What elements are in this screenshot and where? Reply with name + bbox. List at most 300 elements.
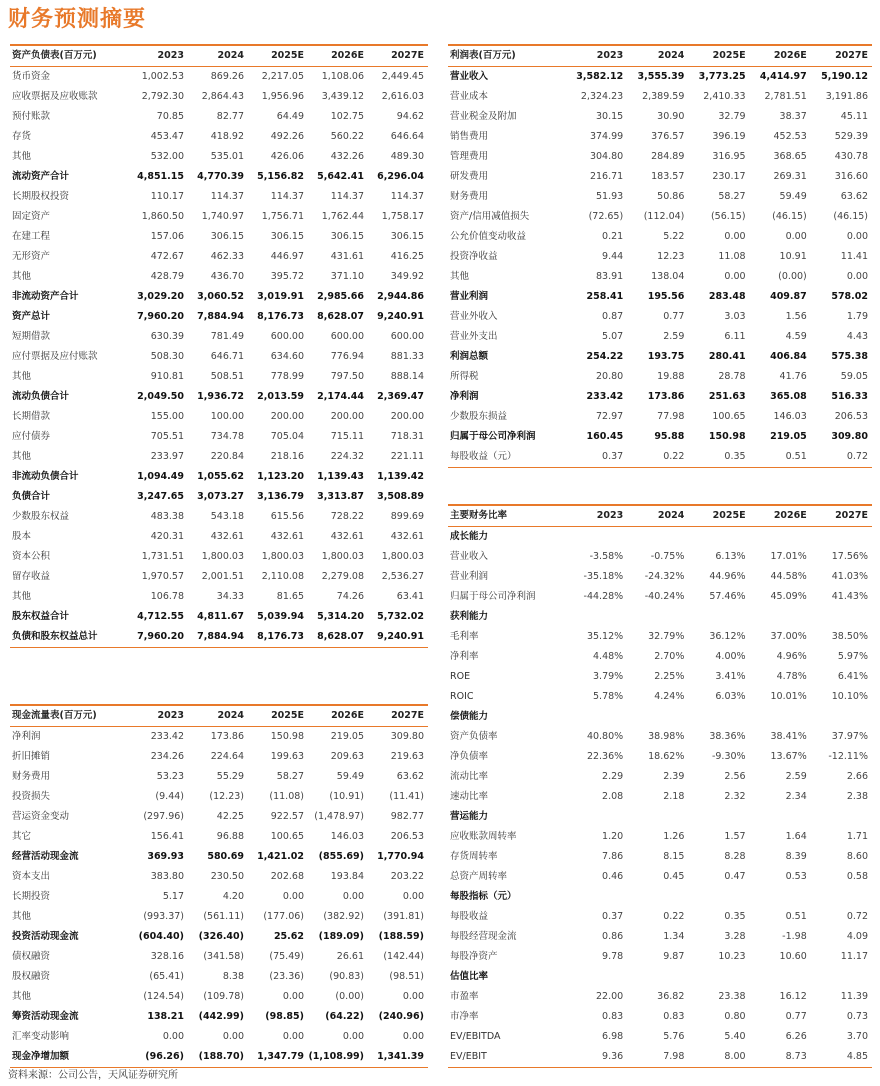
cell-value: 0.37 [602,451,624,462]
row-label: 投资损失 [12,791,51,802]
cell-value: (188.70) [198,1051,244,1062]
table-row [10,947,428,967]
cell-value: 383.80 [150,871,184,882]
cell-value [811,807,872,827]
row-label: 负债合计 [12,491,51,502]
cell-value [688,607,749,627]
cell-value: (189.09) [318,931,364,942]
ratios-panel [448,504,872,1068]
cell-value: 63.62 [396,771,424,782]
row-label: 资本公积 [12,551,51,562]
cell-value: 2,049.50 [137,391,184,402]
cell-value: 0.00 [724,271,746,282]
cell-value: 483.38 [150,511,184,522]
cell-value: (1,478.97) [314,811,364,822]
cell-value: 6.98 [602,1031,624,1042]
table-row [10,507,428,527]
cell-value: 230.17 [712,171,746,182]
row-label: 营业利润 [450,291,489,302]
cell-value: 1,740.97 [201,211,244,222]
cell-value: (188.59) [378,931,424,942]
cell-value: 705.51 [150,431,184,442]
column-header: 2025E [712,50,746,61]
table-row [448,387,872,407]
table-row [448,667,872,687]
cell-value: -1.98 [782,931,807,942]
row-label: 负债和股东权益总计 [12,631,98,642]
cell-value: 173.86 [210,731,244,742]
table-row [10,287,428,307]
cell-value [811,607,872,627]
cell-value: (72.65) [588,211,624,222]
column-header: 2026E [773,50,807,61]
cell-value: 2.32 [724,791,746,802]
table-row [448,227,872,247]
cell-value: 5.78% [593,691,624,702]
cell-value: 224.32 [330,451,364,462]
cell-value: (604.40) [138,931,184,942]
cell-value: 2.66 [846,771,868,782]
column-header: 2027E [835,510,868,521]
income-statement-panel [448,44,872,468]
row-label: 销售费用 [450,131,489,142]
table-row [448,1027,872,1047]
cell-value: 418.92 [210,131,244,142]
row-label: 毛利率 [450,631,479,642]
table-row [10,1047,428,1068]
table-row [448,587,872,607]
cell-value: 1.64 [785,831,807,842]
table-row [10,1027,428,1047]
cell-value: 216.71 [589,171,624,182]
cell-value: 102.75 [330,111,364,122]
cell-value: 3,313.87 [317,491,364,502]
table-row [10,887,428,907]
table-row [10,367,428,387]
cell-value: 74.26 [336,591,364,602]
row-label: 管理费用 [450,151,489,162]
cell-value: 9.36 [602,1051,624,1062]
cell-value: 26.61 [336,951,364,962]
cell-value: 4.85 [846,1051,868,1062]
cell-value [750,967,811,987]
section-row [448,707,872,727]
row-label: 其他 [12,911,32,922]
row-label: 财务费用 [450,191,489,202]
cell-value: 728.22 [330,511,364,522]
table-row [10,167,428,187]
cell-value: 10.91 [779,251,807,262]
row-label: 留存收益 [12,571,51,582]
cell-value: 1,800.03 [201,551,244,562]
row-label: 股本 [12,531,32,542]
cell-value: 221.11 [390,451,424,462]
table-row [10,387,428,407]
cell-value: 9.87 [663,951,685,962]
row-label: 非流动资产合计 [12,291,79,302]
table-row [10,327,428,347]
cell-value: 2,781.51 [764,91,807,102]
cell-value: 157.06 [150,231,184,242]
cell-value: -24.32% [644,571,685,582]
row-label: 其他 [12,151,32,162]
row-label: 净利润 [450,391,479,402]
cell-value: 2,217.05 [261,71,304,82]
table-row [10,187,428,207]
cell-value: 1.71 [846,831,868,842]
cell-value: 1.26 [663,831,685,842]
column-header: 2027E [391,710,424,721]
cell-value: 77.98 [657,411,685,422]
cell-value: 436.70 [210,271,244,282]
row-label: 每股指标（元） [450,891,517,902]
cell-value: 280.41 [708,351,746,362]
cell-value: 30.15 [595,111,624,122]
cell-value: 3,136.79 [257,491,304,502]
cell-value: 0.77 [663,311,685,322]
cell-value: 516.33 [831,391,868,402]
cell-value: 922.57 [270,811,304,822]
cell-value: 63.62 [840,191,868,202]
cell-value: 37.00% [770,631,807,642]
table-row [448,687,872,707]
cell-value: 25.62 [273,931,304,942]
cell-value: 233.97 [150,451,184,462]
cell-value: (90.83) [329,971,364,982]
column-header: 2027E [835,50,868,61]
column-header: 2024 [657,510,685,521]
cell-value [566,967,627,987]
row-label: 长期借款 [12,411,51,422]
section-row [448,967,872,987]
table-row [448,127,872,147]
cell-value: 20.80 [595,371,624,382]
table-row [10,67,428,88]
cell-value: 23.38 [718,991,746,1002]
page-title: 财务预测摘要 [8,7,147,32]
cell-value: 6.11 [724,331,746,342]
cell-value: 529.39 [834,131,868,142]
cell-value: 309.80 [831,431,868,442]
cell-value: 409.87 [770,291,807,302]
cell-value: 2.56 [724,771,746,782]
row-label: 其他 [12,271,32,282]
table-row [10,447,428,467]
row-label: 每股净资产 [450,951,498,962]
row-label: 应付票据及应付账款 [12,351,98,362]
cell-value: 431.61 [330,251,364,262]
cell-value: 9,240.91 [377,631,424,642]
cell-value: (10.91) [329,791,364,802]
cell-value: 1,341.39 [377,1051,424,1062]
cell-value: 45.11 [840,111,868,122]
cell-value: 8,176.73 [257,631,304,642]
cell-value [688,527,749,548]
row-label: 归属于母公司净利润 [450,591,536,602]
cell-value: 705.04 [270,431,304,442]
cell-value: 219.05 [770,431,807,442]
cell-value: 4.78% [776,671,807,682]
cell-value: 349.92 [390,271,424,282]
table-row [448,567,872,587]
cell-value: 0.72 [846,911,868,922]
row-label: 净负债率 [450,751,489,762]
cell-value: 6.03% [715,691,746,702]
table-row [10,587,428,607]
cell-value: 0.22 [663,451,685,462]
row-label: 每股收益 [450,911,489,922]
cell-value: 580.69 [207,851,244,862]
cell-value: 2,449.45 [381,71,424,82]
cell-value: 0.83 [602,1011,624,1022]
cell-value: (112.04) [643,211,685,222]
cell-value: 219.63 [390,751,424,762]
cell-value: 81.65 [276,591,304,602]
cell-value: 578.02 [831,291,868,302]
cell-value: 160.45 [586,431,624,442]
cell-value: 646.71 [210,351,244,362]
table-row [448,207,872,227]
cell-value: 2,792.30 [141,91,184,102]
cell-value [566,887,627,907]
cell-value: 508.51 [210,371,244,382]
cell-value: 6,296.04 [377,171,424,182]
cell-value: 193.75 [647,351,685,362]
table-row [10,87,428,107]
cell-value: -35.18% [583,571,624,582]
row-label: 筹资活动现金流 [12,1011,79,1022]
row-label: 短期借款 [12,331,51,342]
table-row [448,267,872,287]
cell-value: 38.36% [709,731,746,742]
row-label: 总资产周转率 [450,871,508,882]
cell-value: (75.49) [269,951,304,962]
table-row [10,267,428,287]
cell-value: 8,628.07 [317,631,364,642]
cell-value: 1,762.44 [321,211,364,222]
cell-value: 1.79 [846,311,868,322]
cell-value: (98.51) [389,971,424,982]
cell-value: 41.76 [779,371,807,382]
table-row [10,987,428,1007]
cell-value [627,607,688,627]
cell-value: 114.37 [210,191,244,202]
column-header: 2026E [331,50,364,61]
cell-value: 0.00 [162,1031,184,1042]
cell-value: 3,019.91 [257,291,304,302]
cell-value: 44.58% [770,571,807,582]
cell-value: 218.16 [270,451,304,462]
cell-value: (46.15) [772,211,807,222]
cell-value: 53.23 [156,771,184,782]
cell-value: 11.39 [840,991,868,1002]
row-label: 债权融资 [12,951,51,962]
cell-value: 4,414.97 [759,71,807,82]
cell-value: 10.01% [770,691,807,702]
cell-value: 22.36% [586,751,624,762]
cell-value: 100.00 [210,411,244,422]
cell-value: 1,347.79 [257,1051,304,1062]
cell-value: 5.07 [602,331,624,342]
cell-value: 600.00 [390,331,424,342]
cell-value: 1,800.03 [321,551,364,562]
column-header: 2025E [712,510,746,521]
cell-value: 560.22 [330,131,364,142]
cell-value: 0.00 [282,1031,304,1042]
row-label: 营运资金变动 [12,811,70,822]
cell-value: 138.21 [147,1011,184,1022]
cell-value: 0.00 [402,891,424,902]
cell-value: (65.41) [149,971,184,982]
cell-value: 57.46% [709,591,746,602]
row-label: 其他 [12,591,32,602]
cell-value: 114.37 [270,191,304,202]
cell-value: (297.96) [143,811,184,822]
cell-value: 10.60 [779,951,807,962]
cell-value: 3.70 [846,1031,868,1042]
row-label: 无形资产 [12,251,51,262]
row-label: 营业收入 [450,71,489,82]
cell-value: 888.14 [390,371,424,382]
cell-value: (142.44) [383,951,424,962]
cell-value: 0.00 [402,991,424,1002]
cell-value: 432.26 [330,151,364,162]
cell-value: -3.58% [589,551,624,562]
cell-value: 365.08 [770,391,807,402]
row-label: 在建工程 [12,231,51,242]
cell-value: 258.41 [586,291,624,302]
cell-value: 535.01 [210,151,244,162]
cell-value: 1,139.43 [317,471,364,482]
row-label: 获利能力 [450,611,489,622]
table-row [448,107,872,127]
cell-value: 371.10 [330,271,364,282]
cell-value: 3,508.89 [377,491,424,502]
row-label: 营运能力 [450,811,489,822]
cell-value: 38.41% [770,731,807,742]
row-label: 营业外收入 [450,311,498,322]
table-row [10,567,428,587]
cell-value: 72.97 [595,411,624,422]
cell-value: 2,324.23 [580,91,624,102]
cell-value [811,707,872,727]
row-label: 公允价值变动收益 [450,231,527,242]
cell-value: 0.21 [602,231,624,242]
cell-value: 2,985.66 [317,291,364,302]
cell-value: 1,094.49 [137,471,184,482]
table-title: 利润表(百万元) [450,50,516,61]
row-label: EV/EBIT [450,1051,487,1062]
cell-value: 575.38 [831,351,868,362]
cell-value: 2,013.59 [257,391,304,402]
cell-value: 4.43 [846,331,868,342]
cell-value: 5,732.02 [377,611,424,622]
cell-value: 203.22 [390,871,424,882]
cell-value: 219.05 [330,731,364,742]
table-row [10,827,428,847]
cell-value: 100.65 [270,831,304,842]
row-label: 长期投资 [12,891,51,902]
row-label: 经营活动现金流 [12,851,79,862]
cell-value: 1,756.71 [261,211,304,222]
table-row [10,787,428,807]
table-row [448,987,872,1007]
cell-value: (11.08) [269,791,304,802]
table-row [10,807,428,827]
cell-value: 600.00 [330,331,364,342]
cell-value: 489.30 [390,151,424,162]
table-row [10,767,428,787]
cell-value: 2,369.47 [377,391,424,402]
cell-value: 3.28 [724,931,746,942]
section-row [448,807,872,827]
cell-value: 0.00 [282,891,304,902]
cell-value: 600.00 [270,331,304,342]
cell-value: 8.28 [724,851,746,862]
table-row [10,107,428,127]
table-row [10,147,428,167]
cell-value: (341.58) [203,951,244,962]
cell-value: 0.00 [724,231,746,242]
cell-value: 395.72 [270,271,304,282]
column-header: 2026E [773,510,807,521]
cell-value: 5,190.12 [821,71,868,82]
cell-value: 2.34 [785,791,807,802]
cell-value: 2,174.44 [317,391,364,402]
cell-value: 3,191.86 [825,91,868,102]
cell-value: 1,421.02 [257,851,304,862]
cell-value: (56.15) [710,211,746,222]
cell-value: 3.79% [593,671,624,682]
cell-value: 462.33 [210,251,244,262]
income-statement-table [448,44,872,468]
row-label: 利润总额 [450,351,489,362]
table-row [10,247,428,267]
cell-value: 58.27 [276,771,304,782]
column-header: 2023 [596,510,624,521]
table-row [448,347,872,367]
cell-value: (11.41) [389,791,424,802]
cell-value: 44.96% [709,571,746,582]
cell-value: 778.99 [270,371,304,382]
cell-value [811,527,872,548]
cell-value: (177.06) [263,911,304,922]
row-label: 固定资产 [12,211,51,222]
table-row [448,767,872,787]
cell-value: 0.00 [282,991,304,1002]
row-label: 应收账款周转率 [450,831,517,842]
cell-value: 146.03 [773,411,807,422]
table-row [448,147,872,167]
row-label: 其它 [12,831,32,842]
cell-value: 9.44 [602,251,624,262]
table-row [10,547,428,567]
cell-value: 4.96% [776,651,807,662]
cell-value: 59.49 [779,191,807,202]
row-label: 资产总计 [12,311,51,322]
cell-value: 17.56% [831,551,868,562]
cell-value: 396.19 [712,131,746,142]
cell-value: 41.43% [831,591,868,602]
cell-value: 32.79% [648,631,685,642]
cell-value: 630.39 [150,331,184,342]
cell-value [750,707,811,727]
table-row [10,467,428,487]
column-header: 2023 [596,50,624,61]
balance-sheet-panel [10,44,428,648]
table-row [448,1047,872,1068]
table-row [10,627,428,648]
